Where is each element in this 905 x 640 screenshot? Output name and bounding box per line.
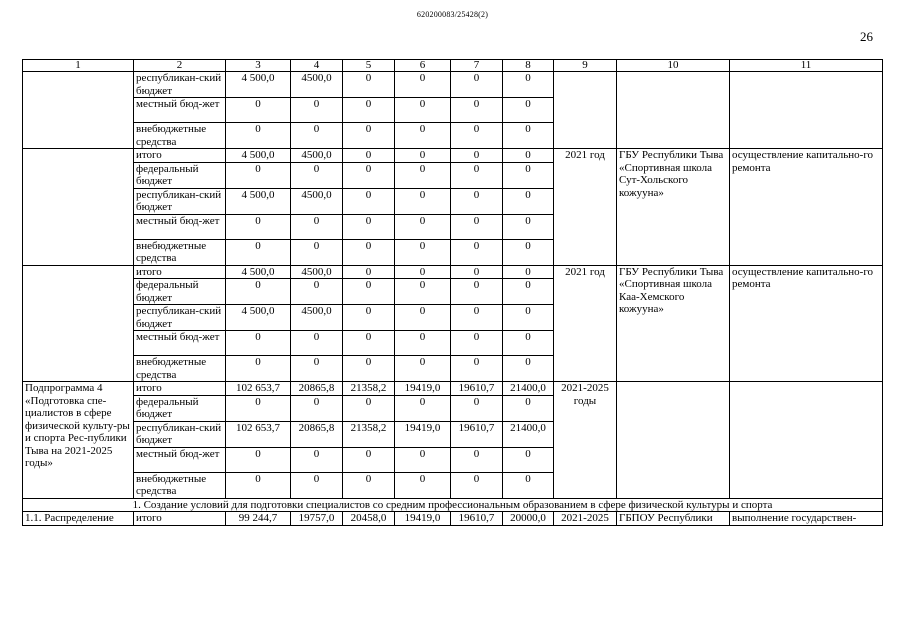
amount-total: 0 <box>226 162 291 188</box>
table-row <box>23 382 883 396</box>
amount-2024: 0 <box>451 265 503 279</box>
amount-2021: 20865,8 <box>291 382 343 396</box>
amount-2025: 0 <box>503 123 554 149</box>
amount-total: 0 <box>226 331 291 356</box>
column-number: 2 <box>134 60 226 72</box>
amount-2024: 19610,7 <box>451 421 503 447</box>
amount-2022: 20458,0 <box>343 512 395 526</box>
executor-cell: ГБПОУ Республики <box>617 512 730 526</box>
budget-source: внебюджетные средства <box>134 239 226 265</box>
amount-2024: 0 <box>451 472 503 498</box>
table-row <box>23 512 883 526</box>
amount-2022: 0 <box>343 472 395 498</box>
amount-total: 0 <box>226 447 291 472</box>
amount-2023: 0 <box>395 149 451 163</box>
budget-source: внебюджетные средства <box>134 123 226 149</box>
amount-2022: 0 <box>343 279 395 305</box>
amount-2022: 0 <box>343 214 395 239</box>
column-number: 11 <box>730 60 883 72</box>
amount-2025: 0 <box>503 395 554 421</box>
amount-2024: 19610,7 <box>451 512 503 526</box>
budget-source: федеральный бюджет <box>134 162 226 188</box>
amount-2023: 0 <box>395 188 451 214</box>
amount-total: 4 500,0 <box>226 305 291 331</box>
amount-2023: 0 <box>395 239 451 265</box>
amount-2025: 0 <box>503 331 554 356</box>
amount-2022: 0 <box>343 239 395 265</box>
program-cell <box>23 72 134 149</box>
column-number: 6 <box>395 60 451 72</box>
amount-total: 102 653,7 <box>226 421 291 447</box>
table-row <box>23 149 883 163</box>
amount-2021: 0 <box>291 331 343 356</box>
amount-2025: 0 <box>503 72 554 98</box>
result-cell: осуществление капитально-го ремонта <box>730 149 883 266</box>
amount-2023: 0 <box>395 279 451 305</box>
amount-2025: 0 <box>503 239 554 265</box>
amount-total: 99 244,7 <box>226 512 291 526</box>
section-row <box>23 498 883 512</box>
amount-2024: 0 <box>451 356 503 382</box>
result-cell <box>730 382 883 499</box>
program-cell: 1.1. Распределение <box>23 512 134 526</box>
budget-source: республикан-ский бюджет <box>134 188 226 214</box>
amount-2024: 0 <box>451 305 503 331</box>
document-id: 620200083/25428(2) <box>416 10 489 19</box>
amount-2025: 0 <box>503 149 554 163</box>
budget-source: республикан-ский бюджет <box>134 305 226 331</box>
amount-2023: 19419,0 <box>395 421 451 447</box>
amount-2024: 0 <box>451 447 503 472</box>
amount-2025: 0 <box>503 356 554 382</box>
program-cell <box>23 265 134 382</box>
amount-total: 0 <box>226 239 291 265</box>
amount-2021: 4500,0 <box>291 265 343 279</box>
period-cell: 2021 год <box>554 149 617 266</box>
budget-source: итого <box>134 382 226 396</box>
amount-total: 0 <box>226 356 291 382</box>
amount-2022: 0 <box>343 356 395 382</box>
amount-2021: 0 <box>291 123 343 149</box>
amount-2025: 0 <box>503 447 554 472</box>
amount-2022: 0 <box>343 162 395 188</box>
amount-2024: 0 <box>451 162 503 188</box>
amount-2025: 0 <box>503 98 554 123</box>
budget-source: внебюджетные средства <box>134 356 226 382</box>
budget-source: итого <box>134 512 226 526</box>
amount-total: 0 <box>226 279 291 305</box>
amount-total: 0 <box>226 214 291 239</box>
amount-2024: 0 <box>451 123 503 149</box>
amount-2021: 4500,0 <box>291 188 343 214</box>
table-row <box>23 265 883 279</box>
amount-2025: 21400,0 <box>503 382 554 396</box>
amount-2021: 0 <box>291 356 343 382</box>
amount-2022: 0 <box>343 98 395 123</box>
section-title: 1. Создание условий для подготовки специалистов со средним профессиональным образованием в сфере физической культуры и спорта <box>23 498 883 512</box>
amount-total: 102 653,7 <box>226 382 291 396</box>
result-cell: осуществление капитально-го ремонта <box>730 265 883 382</box>
amount-2022: 0 <box>343 188 395 214</box>
amount-2021: 0 <box>291 447 343 472</box>
budget-source: итого <box>134 149 226 163</box>
amount-2025: 0 <box>503 279 554 305</box>
amount-2025: 0 <box>503 162 554 188</box>
amount-2022: 0 <box>343 149 395 163</box>
amount-2023: 19419,0 <box>395 512 451 526</box>
amount-2021: 19757,0 <box>291 512 343 526</box>
amount-2022: 0 <box>343 305 395 331</box>
amount-2025: 20000,0 <box>503 512 554 526</box>
column-number: 10 <box>617 60 730 72</box>
amount-2023: 0 <box>395 472 451 498</box>
table-row <box>23 72 883 98</box>
amount-2023: 0 <box>395 395 451 421</box>
result-cell: выполнение государствен- <box>730 512 883 526</box>
amount-2024: 0 <box>451 395 503 421</box>
amount-2021: 0 <box>291 239 343 265</box>
column-number: 8 <box>503 60 554 72</box>
amount-2023: 0 <box>395 265 451 279</box>
amount-2025: 0 <box>503 188 554 214</box>
amount-2024: 0 <box>451 331 503 356</box>
amount-2023: 0 <box>395 123 451 149</box>
budget-source: республикан-ский бюджет <box>134 72 226 98</box>
amount-total: 0 <box>226 472 291 498</box>
program-cell <box>23 149 134 266</box>
amount-2025: 0 <box>503 305 554 331</box>
budget-source: местный бюд-жет <box>134 214 226 239</box>
amount-2023: 0 <box>395 72 451 98</box>
budget-table <box>22 59 883 526</box>
amount-2021: 4500,0 <box>291 72 343 98</box>
amount-2021: 0 <box>291 472 343 498</box>
amount-2023: 0 <box>395 356 451 382</box>
amount-total: 0 <box>226 395 291 421</box>
amount-2024: 19610,7 <box>451 382 503 396</box>
budget-source: федеральный бюджет <box>134 279 226 305</box>
column-number: 3 <box>226 60 291 72</box>
amount-2023: 0 <box>395 214 451 239</box>
period-cell: 2021 год <box>554 265 617 382</box>
amount-2023: 0 <box>395 447 451 472</box>
column-number: 4 <box>291 60 343 72</box>
budget-source: местный бюд-жет <box>134 447 226 472</box>
amount-2024: 0 <box>451 98 503 123</box>
amount-2024: 0 <box>451 149 503 163</box>
column-number: 7 <box>451 60 503 72</box>
amount-total: 4 500,0 <box>226 149 291 163</box>
program-cell: Подпрограмма 4 «Подготовка спе-циалистов в сфере физической культу-ры и спорта Рес-публики Тыва на 2021-2025 годы» <box>23 382 134 499</box>
result-cell <box>730 72 883 149</box>
amount-2025: 0 <box>503 214 554 239</box>
amount-total: 4 500,0 <box>226 72 291 98</box>
column-number: 1 <box>23 60 134 72</box>
amount-2024: 0 <box>451 214 503 239</box>
amount-2024: 0 <box>451 72 503 98</box>
amount-2023: 0 <box>395 305 451 331</box>
amount-2021: 0 <box>291 162 343 188</box>
amount-2021: 0 <box>291 395 343 421</box>
amount-2021: 20865,8 <box>291 421 343 447</box>
amount-2021: 0 <box>291 98 343 123</box>
period-cell: 2021-2025 <box>554 512 617 526</box>
amount-2022: 21358,2 <box>343 421 395 447</box>
column-number: 9 <box>554 60 617 72</box>
amount-2025: 21400,0 <box>503 421 554 447</box>
amount-2024: 0 <box>451 279 503 305</box>
amount-2022: 0 <box>343 72 395 98</box>
amount-2022: 21358,2 <box>343 382 395 396</box>
amount-total: 4 500,0 <box>226 188 291 214</box>
executor-cell <box>617 382 730 499</box>
amount-2022: 0 <box>343 265 395 279</box>
budget-source: местный бюд-жет <box>134 98 226 123</box>
amount-total: 0 <box>226 98 291 123</box>
budget-source: внебюджетные средства <box>134 472 226 498</box>
amount-2022: 0 <box>343 123 395 149</box>
amount-2021: 4500,0 <box>291 149 343 163</box>
amount-2022: 0 <box>343 331 395 356</box>
amount-2023: 0 <box>395 98 451 123</box>
amount-2023: 0 <box>395 331 451 356</box>
column-number-row <box>23 60 883 72</box>
budget-source: республикан-ский бюджет <box>134 421 226 447</box>
amount-2024: 0 <box>451 239 503 265</box>
executor-cell: ГБУ Республики Тыва «Спортивная школа Сут-Хольского кожууна» <box>617 149 730 266</box>
amount-2021: 4500,0 <box>291 305 343 331</box>
amount-2021: 0 <box>291 214 343 239</box>
page-number: 26 <box>860 29 873 44</box>
amount-2025: 0 <box>503 265 554 279</box>
amount-2023: 19419,0 <box>395 382 451 396</box>
amount-total: 4 500,0 <box>226 265 291 279</box>
period-cell: 2021-2025 годы <box>554 382 617 499</box>
period-cell <box>554 72 617 149</box>
column-number: 5 <box>343 60 395 72</box>
amount-2022: 0 <box>343 447 395 472</box>
budget-source: федеральный бюджет <box>134 395 226 421</box>
budget-source: итого <box>134 265 226 279</box>
executor-cell <box>617 72 730 149</box>
amount-2025: 0 <box>503 472 554 498</box>
amount-2021: 0 <box>291 279 343 305</box>
amount-2022: 0 <box>343 395 395 421</box>
amount-2024: 0 <box>451 188 503 214</box>
executor-cell: ГБУ Республики Тыва «Спортивная школа Каа-Хемского кожууна» <box>617 265 730 382</box>
amount-total: 0 <box>226 123 291 149</box>
amount-2023: 0 <box>395 162 451 188</box>
budget-source: местный бюд-жет <box>134 331 226 356</box>
